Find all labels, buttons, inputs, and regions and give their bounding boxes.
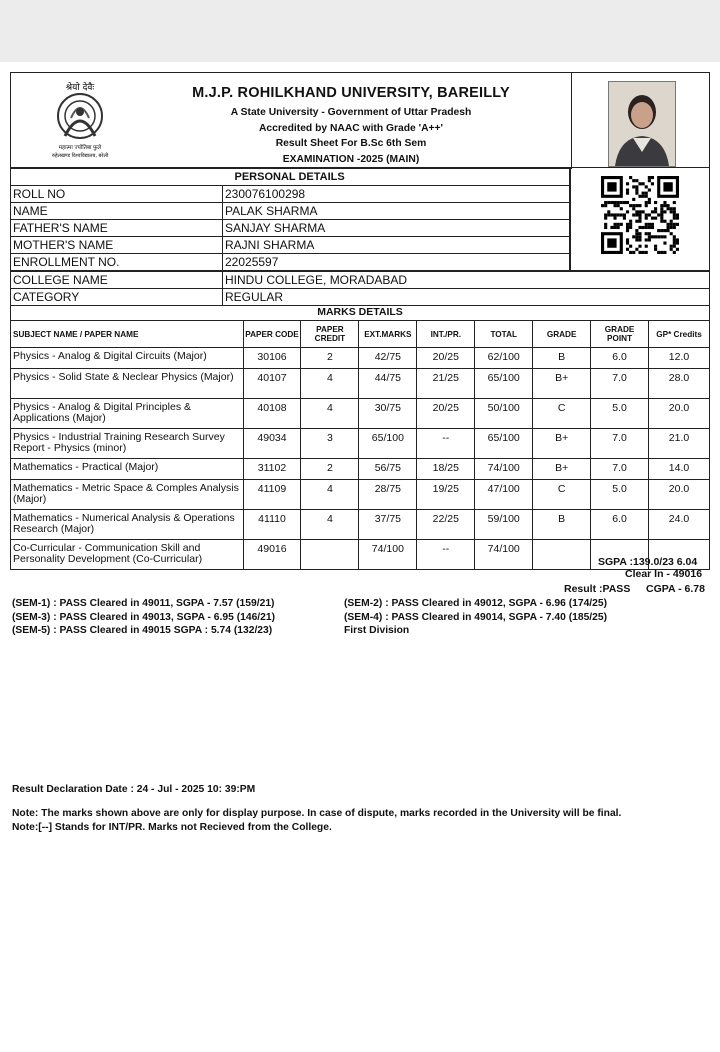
col-paper-code: PAPER CODE — [243, 321, 301, 348]
grade — [533, 540, 591, 570]
int-pr: 19/25 — [417, 480, 475, 510]
value: RAJNI SHARMA — [223, 237, 570, 254]
total: 47/100 — [475, 480, 533, 510]
col-grade-point: GRADE POINT — [591, 321, 649, 348]
col-total: TOTAL — [475, 321, 533, 348]
ext-marks: 74/100 — [359, 540, 417, 570]
gp-credits: 14.0 — [649, 459, 710, 480]
qr-code — [601, 176, 679, 254]
int-pr: 20/25 — [417, 399, 475, 429]
gp-credits: 20.0 — [649, 399, 710, 429]
examination-name: EXAMINATION -2025 (MAIN) — [282, 153, 420, 165]
grade-point: 7.0 — [591, 459, 649, 480]
paper-code: 40107 — [243, 369, 301, 399]
label: NAME — [11, 203, 223, 220]
grade-point: 7.0 — [591, 369, 649, 399]
int-pr: 22/25 — [417, 510, 475, 540]
pd-row-enrollment — [11, 254, 570, 271]
grade-point: 5.0 — [591, 399, 649, 429]
grade: C — [533, 399, 591, 429]
paper-credit: 4 — [301, 510, 359, 540]
personal-details-table-wide — [10, 271, 710, 306]
ext-marks: 42/75 — [359, 348, 417, 369]
label: MOTHER'S NAME — [11, 237, 223, 254]
sem2-result: (SEM-2) : PASS Cleared in 49012, SGPA - 6.96 (174/25) — [344, 598, 608, 609]
value: 22025597 — [223, 254, 570, 271]
personal-details-table — [10, 168, 570, 271]
col-ext-marks: EXT.MARKS — [359, 321, 417, 348]
paper-code: 49016 — [243, 540, 301, 570]
cgpa-value: CGPA - 6.78 — [646, 583, 705, 595]
clear-in: Clear In - 49016 — [625, 568, 703, 580]
svg-text:महात्मा ज्योतिबा फुले: महात्मा ज्योतिबा फुले — [58, 145, 102, 151]
sgpa-value: SGPA :139.0/23 6.04 — [598, 556, 698, 568]
gp-credits: 20.0 — [649, 480, 710, 510]
paper-code: 30106 — [243, 348, 301, 369]
subject-name: Physics - Analog & Digital Principles & Applications (Major) — [11, 399, 244, 429]
ext-marks: 56/75 — [359, 459, 417, 480]
photo-cell — [571, 73, 712, 169]
university-name: M.J.P. ROHILKHAND UNIVERSITY, BAREILLY — [192, 85, 510, 101]
value: HINDU COLLEGE, MORADABAD — [223, 272, 710, 289]
result-declaration-date: Result Declaration Date : 24 - Jul - 2025 10: 39:PM — [12, 784, 256, 795]
gp-credits: 24.0 — [649, 510, 710, 540]
pd-row-father — [11, 220, 570, 237]
header-text — [131, 85, 571, 167]
personal-details-heading: PERSONAL DETAILS — [223, 169, 570, 186]
marks-row — [11, 510, 710, 540]
label: CATEGORY — [11, 289, 223, 306]
total: 74/100 — [475, 459, 533, 480]
svg-text:रुहेलखण्ड विश्वविद्यालय, बरेली: रुहेलखण्ड विश्वविद्यालय, बरेली — [51, 153, 109, 159]
ext-marks: 37/75 — [359, 510, 417, 540]
total: 62/100 — [475, 348, 533, 369]
svg-text:श्रेयो देवैः: श्रेयो देवैः — [65, 83, 95, 93]
pd-row-college — [11, 272, 710, 289]
grade: B+ — [533, 429, 591, 459]
sem5-result: (SEM-5) : PASS Cleared in 49015 SGPA : 5.74 (132/23) — [12, 625, 273, 636]
label: ENROLLMENT NO. — [11, 254, 223, 271]
pd-row-category — [11, 289, 710, 306]
value: PALAK SHARMA — [223, 203, 570, 220]
paper-code: 41109 — [243, 480, 301, 510]
col-paper-credit: PAPER CREDIT — [301, 321, 359, 348]
label: FATHER'S NAME — [11, 220, 223, 237]
col-grade: GRADE — [533, 321, 591, 348]
paper-credit: 2 — [301, 459, 359, 480]
int-pr: 20/25 — [417, 348, 475, 369]
int-pr: 18/25 — [417, 459, 475, 480]
total: 65/100 — [475, 429, 533, 459]
marks-row — [11, 429, 710, 459]
result-sheet-title: Result Sheet For B.Sc 6th Sem — [275, 138, 427, 149]
int-pr-note: Note:[--] Stands for INT/PR. Marks not Recieved from the College. — [12, 822, 332, 833]
marks-row — [11, 369, 710, 399]
pd-row-mother — [11, 237, 570, 254]
paper-credit: 4 — [301, 399, 359, 429]
marks-row — [11, 480, 710, 510]
marks-row — [11, 459, 710, 480]
col-subject: SUBJECT NAME / PAPER NAME — [11, 321, 244, 348]
marks-row — [11, 399, 710, 429]
grade: B — [533, 510, 591, 540]
subject-name: Physics - Industrial Training Research Survey Report - Physics (minor) — [11, 429, 244, 459]
subject-name: Physics - Analog & Digital Circuits (Major) — [11, 348, 244, 369]
ext-marks: 30/75 — [359, 399, 417, 429]
total: 59/100 — [475, 510, 533, 540]
marks-header-row — [11, 321, 710, 348]
ext-marks: 65/100 — [359, 429, 417, 459]
university-logo — [43, 78, 117, 162]
pd-row-roll — [11, 186, 570, 203]
sem4-result: (SEM-4) : PASS Cleared in 49014, SGPA - 7.40 (185/25) — [344, 612, 608, 623]
subject-name: Mathematics - Metric Space & Comples Analysis (Major) — [11, 480, 244, 510]
int-pr: -- — [417, 429, 475, 459]
grade-point: 6.0 — [591, 348, 649, 369]
grade: C — [533, 480, 591, 510]
grade-point: 5.0 — [591, 480, 649, 510]
ext-marks: 44/75 — [359, 369, 417, 399]
sem1-result: (SEM-1) : PASS Cleared in 49011, SGPA - 7.57 (159/21) — [12, 598, 275, 609]
paper-credit — [301, 540, 359, 570]
subject-name: Physics - Solid State & Neclear Physics (Major) — [11, 369, 244, 399]
total: 74/100 — [475, 540, 533, 570]
paper-credit: 3 — [301, 429, 359, 459]
paper-code: 40108 — [243, 399, 301, 429]
value: 230076100298 — [223, 186, 570, 203]
student-photo — [608, 81, 676, 167]
naac-accreditation: Accredited by NAAC with Grade 'A++' — [259, 122, 443, 134]
ext-marks: 28/75 — [359, 480, 417, 510]
subject-name: Mathematics - Numerical Analysis & Operations Research (Major) — [11, 510, 244, 540]
paper-credit: 2 — [301, 348, 359, 369]
grade: B+ — [533, 369, 591, 399]
label: ROLL NO — [11, 186, 223, 203]
label: COLLEGE NAME — [11, 272, 223, 289]
subject-name: Mathematics - Practical (Major) — [11, 459, 244, 480]
university-status: A State University - Government of Uttar Pradesh — [230, 107, 472, 118]
value: SANJAY SHARMA — [223, 220, 570, 237]
result-status: Result :PASS — [564, 583, 631, 595]
division: First Division — [344, 625, 410, 636]
int-pr: -- — [417, 540, 475, 570]
value: REGULAR — [223, 289, 710, 306]
paper-credit: 4 — [301, 369, 359, 399]
gp-credits: 28.0 — [649, 369, 710, 399]
grade: B+ — [533, 459, 591, 480]
gp-credits: 12.0 — [649, 348, 710, 369]
int-pr: 21/25 — [417, 369, 475, 399]
paper-code: 31102 — [243, 459, 301, 480]
total: 50/100 — [475, 399, 533, 429]
marks-details-heading: MARKS DETAILS — [11, 306, 710, 321]
header-box — [10, 72, 710, 168]
col-gp-credits: GP* Credits — [649, 321, 710, 348]
marks-table — [10, 305, 710, 570]
total: 65/100 — [475, 369, 533, 399]
subject-name: Co-Curricular - Communication Skill and Personality Development (Co-Curricular) — [11, 540, 244, 570]
grade-point: 6.0 — [591, 510, 649, 540]
paper-credit: 4 — [301, 480, 359, 510]
qr-cell — [570, 168, 710, 271]
paper-code: 49034 — [243, 429, 301, 459]
pd-row-name — [11, 203, 570, 220]
top-gray-band — [0, 0, 720, 62]
display-note: Note: The marks shown above are only for display purpose. In case of dispute, marks recorded in the University will be final. — [12, 808, 622, 819]
marks-row — [11, 348, 710, 369]
col-int-pr: INT./PR. — [417, 321, 475, 348]
sem3-result: (SEM-3) : PASS Cleared in 49013, SGPA - 6.95 (146/21) — [12, 612, 276, 623]
grade: B — [533, 348, 591, 369]
paper-code: 41110 — [243, 510, 301, 540]
gp-credits: 21.0 — [649, 429, 710, 459]
grade-point: 7.0 — [591, 429, 649, 459]
